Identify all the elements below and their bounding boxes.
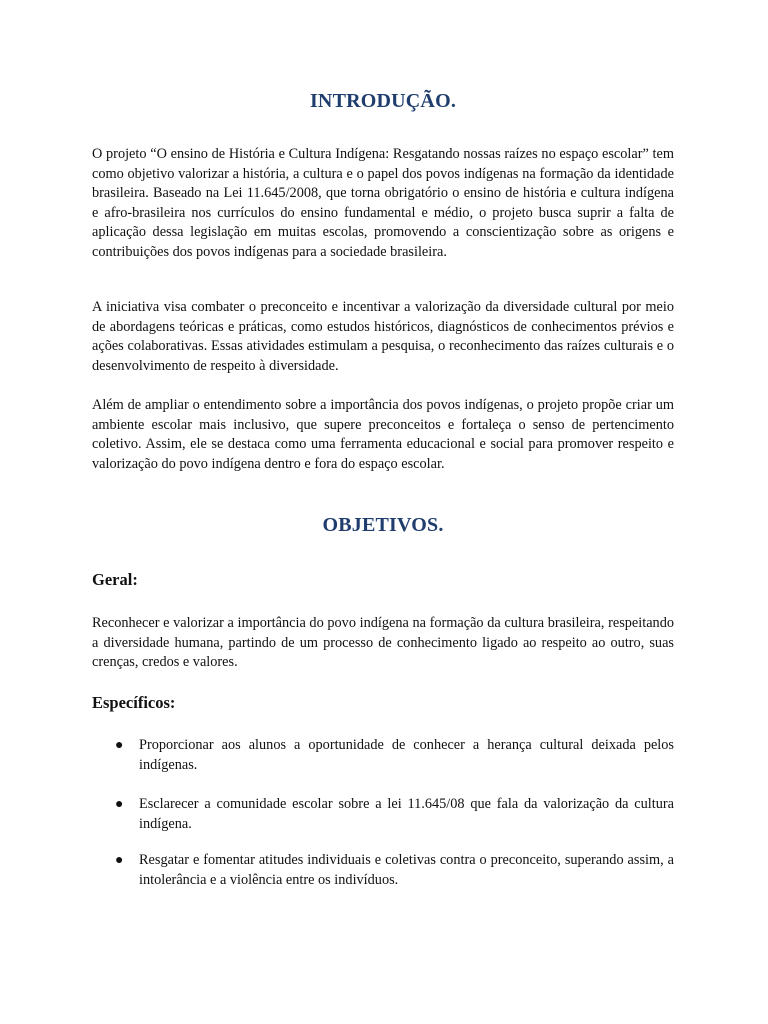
specific-objectives-heading: Específicos: [92, 693, 176, 712]
objectives-title: OBJETIVOS. [322, 514, 444, 536]
introduction-title: INTRODUÇÃO. [309, 90, 457, 112]
introduction-paragraph-3: Além de ampliar o entendimento sobre a importância dos povos indígenas, o projeto propõe criar um ambiente escolar mais inclusivo, que supere preconceitos e fortaleça o senso de pertencimento coletivo. Assim, ele se destaca como uma ferramenta educacional e social para promover respeito e valorização do povo indígena dentro e fora do espaço escolar. [92, 397, 674, 472]
bullet-icon: ● [115, 853, 124, 868]
general-objective-heading: Geral: [92, 570, 138, 589]
introduction-paragraph-2: A iniciativa visa combater o preconceito e incentivar a valorização da diversidade cultural por meio de abordagens teóricas e práticas, como estudos históricos, diagnósticos de conhecimentos prévios e ações colaborativas. Essas atividades estimulam a pesquisa, o reconhecimento das raízes culturais e o desenvolvimento de respeito à diversidade. [92, 299, 674, 374]
list-item-text: Proporcionar aos alunos a oportunidade de conhecer a herança cultural deixada pelos indígenas. [139, 737, 674, 773]
list-item-text: Esclarecer a comunidade escolar sobre a lei 11.645/08 que fala da valorização da cultura indígena. [139, 796, 674, 832]
list-item-text: Resgatar e fomentar atitudes individuais e coletivas contra o preconceito, superando assim, a intolerância e a violência entre os indivíduos. [139, 852, 674, 888]
introduction-paragraph-1: O projeto “O ensino de História e Cultura Indígena: Resgatando nossas raízes no espaço escolar” tem como objetivo valorizar a história, a cultura e o papel dos povos indígenas na formação da identidade brasileira. Baseado na Lei 11.645/2008, que torna obrigatório o ensino de história e cultura indígena e afro-brasileira nos currículos do ensino fundamental e médio, o projeto busca suprir a falta de aplicação dessa legislação em muitas escolas, promovendo a conscientização sobre as origens e contribuições dos povos indígenas para a sociedade brasileira. [92, 146, 674, 260]
general-objective-text: Reconhecer e valorizar a importância do povo indígena na formação da cultura brasileira, respeitando a diversidade humana, partindo de um processo de conhecimento ligado ao respeito ao outro, suas crenças, credos e valores. [92, 615, 674, 670]
bullet-icon: ● [115, 797, 124, 812]
bullet-icon: ● [115, 738, 124, 753]
